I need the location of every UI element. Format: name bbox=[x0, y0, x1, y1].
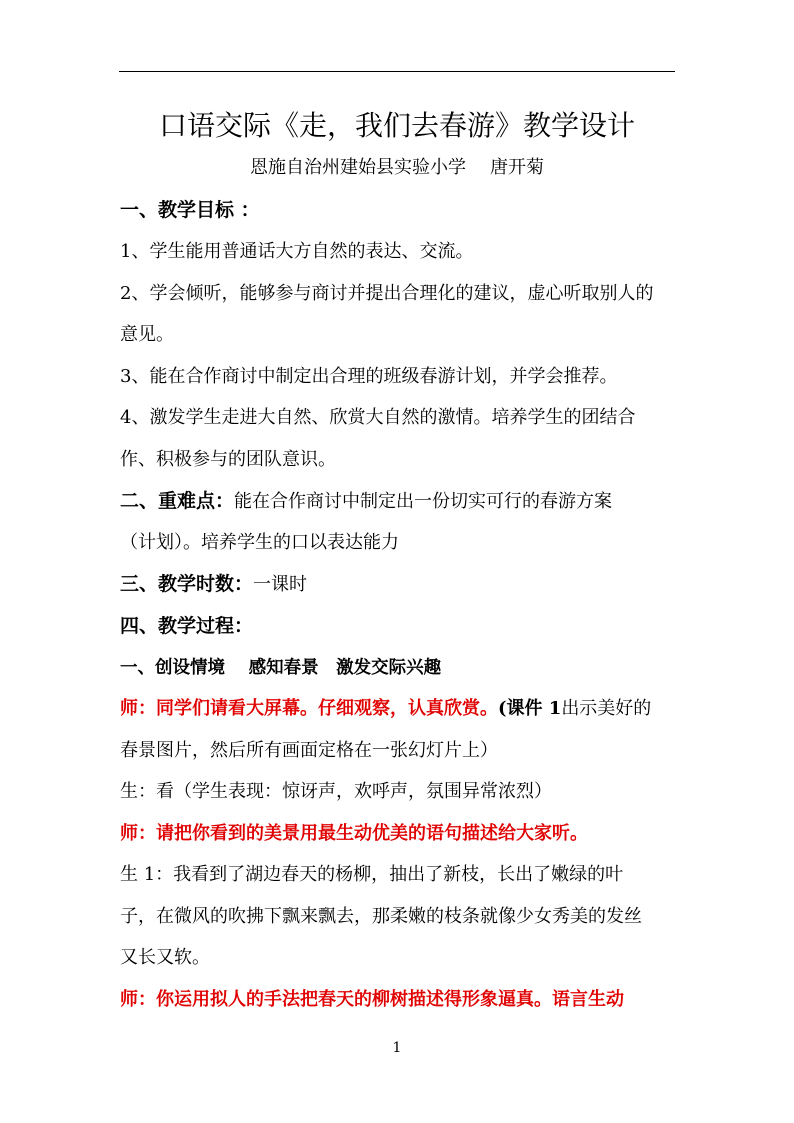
section3-paragraph bbox=[120, 570, 690, 599]
objective-item: 2、学会倾听，能够参与商讨并提出合理化的建议，虚心听取别人的 bbox=[120, 283, 654, 304]
objective-item: 意见。 bbox=[120, 324, 174, 345]
section2-text: 能在合作商讨中制定出一份切实可行的春游方案 bbox=[234, 491, 613, 512]
page-title: 口语交际《走，我们去春游》教学设计 bbox=[158, 109, 635, 142]
objective-item: 作、积极参与的团队意识。 bbox=[120, 449, 336, 470]
author-name: 唐开菊 bbox=[490, 157, 544, 178]
section1-heading: 一、教学目标 ： bbox=[120, 199, 260, 221]
section3-heading: 三、教学时数： bbox=[120, 573, 254, 595]
teacher-speech: 师：同学们请看大屏幕。仔细观察，认真欣赏。 bbox=[120, 698, 498, 719]
student-line: 生：看（学生表现：惊讶声，欢呼声，氛围异常浓烈） bbox=[120, 781, 552, 802]
teacher-speech: 师：请把你看到的美景用最生动优美的语句描述给大家听。 bbox=[120, 823, 588, 844]
courseware-label: (课件 1 bbox=[498, 698, 562, 719]
section4-heading: 四、教学过程： bbox=[120, 615, 254, 637]
section3-text: 一课时 bbox=[253, 574, 308, 595]
teacher-speech: 师：你运用拟人的手法把春天的柳树描述得形象逼真。语言生动 bbox=[120, 989, 624, 1010]
section2-paragraph bbox=[120, 487, 690, 516]
student-line: 生 1：我看到了湖边春天的杨柳，抽出了新枝，长出了嫩绿的叶 bbox=[120, 864, 624, 885]
student-line-cont: 子，在微风的吹拂下飘来飘去，那柔嫩的枝条就像少女秀美的发丝 bbox=[120, 906, 642, 927]
school-name: 恩施自治州建始县实验小学 bbox=[250, 157, 466, 178]
section4-subheading: 一、创设情境 感知春景 激发交际兴趣 bbox=[120, 658, 442, 678]
objective-item: 3、能在合作商讨中制定出合理的班级春游计划，并学会推荐。 bbox=[120, 366, 618, 387]
objective-item: 4、激发学生走进大自然、欣赏大自然的激情。培养学生的团结合 bbox=[120, 407, 636, 428]
student-line-cont: 又长又软。 bbox=[120, 947, 210, 968]
page-number: 1 bbox=[392, 1040, 402, 1056]
courseware-desc-cont: 春景图片，然后所有画面定格在一张幻灯片上） bbox=[120, 740, 498, 761]
teacher-line bbox=[120, 695, 690, 723]
author-line bbox=[0, 154, 794, 182]
objective-item: 1、学生能用普通话大方自然的表达、交流。 bbox=[120, 241, 474, 262]
courseware-desc: 出示美好的 bbox=[561, 698, 652, 719]
section2-text-cont: （计划）。培养学生的口以表达能力 bbox=[120, 532, 399, 553]
section2-heading: 二、重难点： bbox=[120, 490, 235, 512]
header-rule bbox=[119, 71, 675, 72]
